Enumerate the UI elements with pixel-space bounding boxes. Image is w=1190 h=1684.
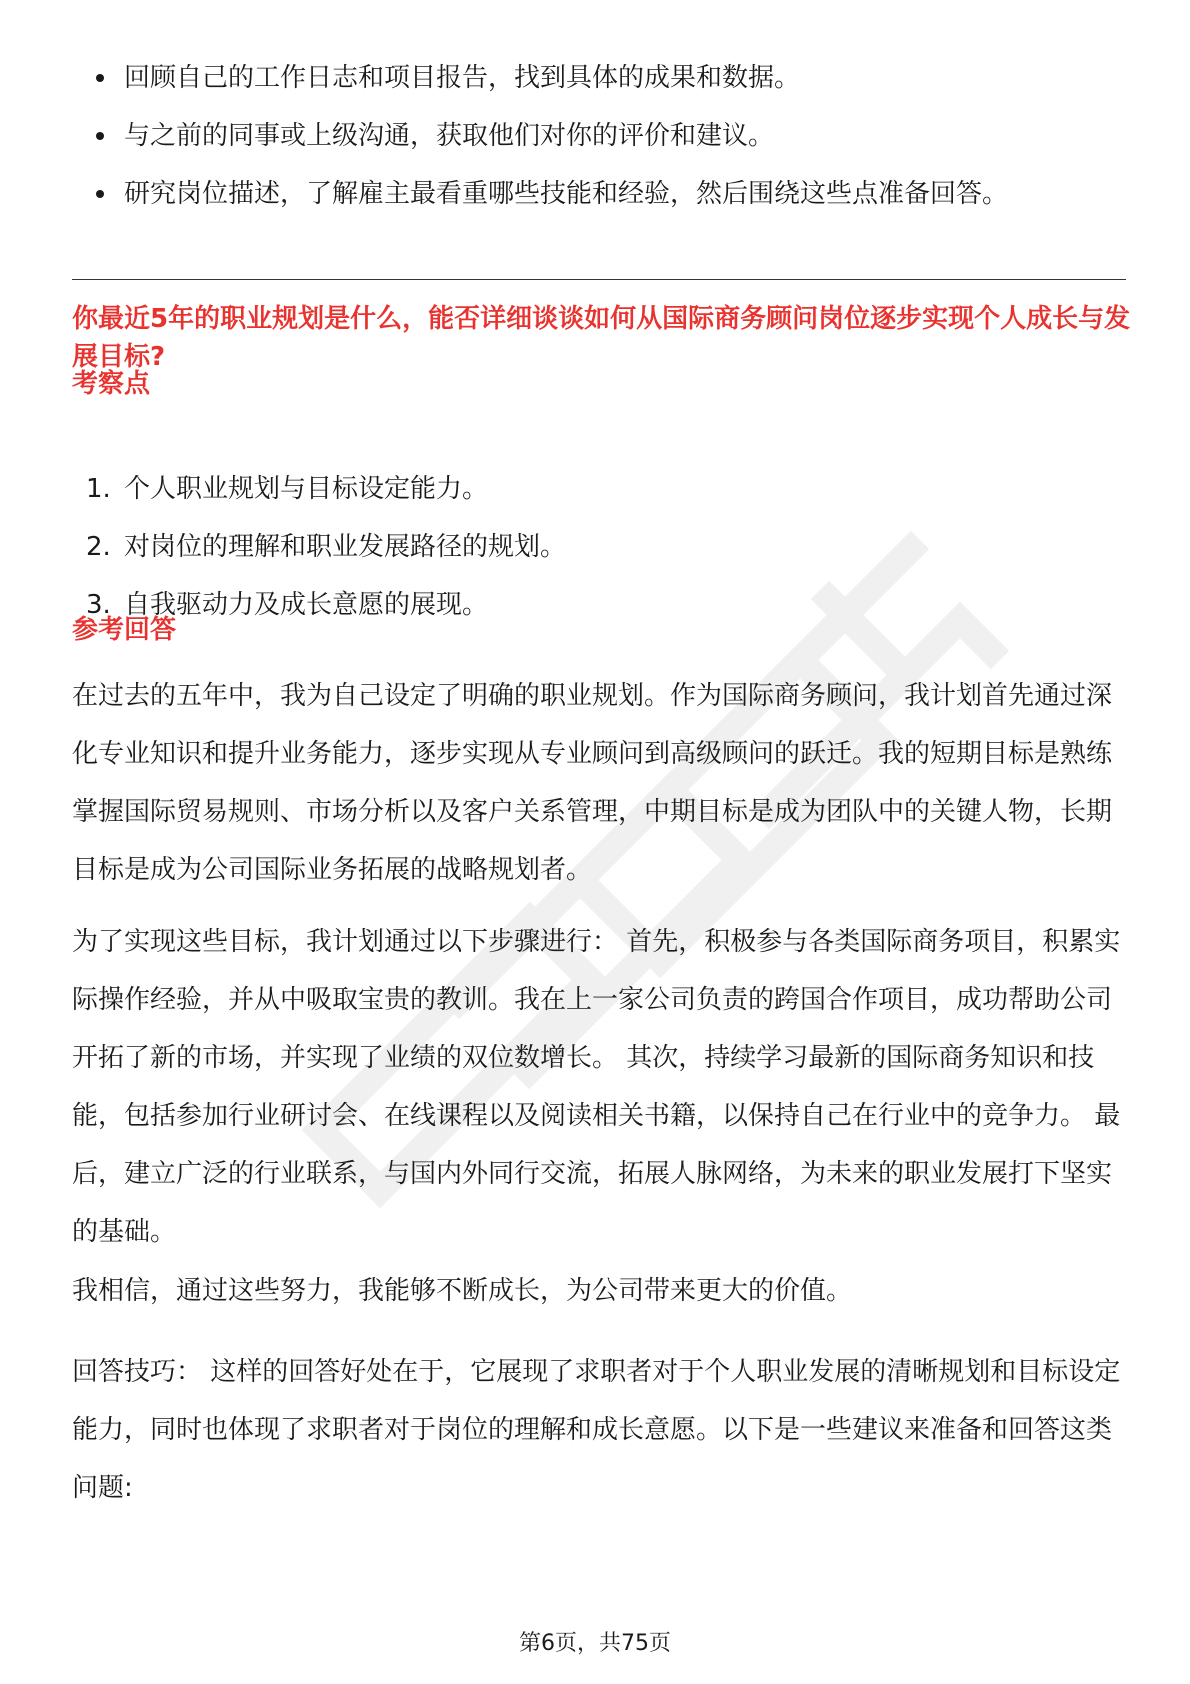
assessment-label: 考察点 bbox=[72, 369, 151, 399]
bullet-item bbox=[72, 118, 1132, 154]
item-text: 对岗位的理解和职业发展路径的规划。 bbox=[124, 532, 567, 562]
item-number: 3. bbox=[86, 590, 111, 620]
bullet-text: 研究岗位描述，了解雇主最看重哪些技能和经验，然后围绕这些点准备回答。 bbox=[124, 179, 1009, 209]
bullet-dot-icon bbox=[96, 190, 104, 198]
section-divider bbox=[72, 279, 1126, 280]
answer-paragraph: 为了实现这些目标，我计划通过以下步骤进行： 首先，积极参与各类国际商务项目，积累实际操作经验，并从中吸取宝贵的教训。我在上一家公司负责的跨国合作项目，成功帮助公司开拓了新的市场，并实现了业绩的双位数增长。 其次，持续学习最新的国际商务知识和技能，包括参加行业研讨会、在线课程以及阅读相关书籍，以保持自己在行业中的竞争力。 最后，建立广泛的行业联系，与国内外同行交流，拓展人脉网络，为未来的职业发展打下坚实的基础。 bbox=[72, 927, 1121, 1247]
question-heading: 你最近5年的职业规划是什么，能否详细谈谈如何从国际商务顾问岗位逐步实现个人成长与发展目标? bbox=[72, 304, 1131, 372]
page-number: 第6页，共75页 bbox=[519, 1631, 671, 1656]
assessment-item bbox=[72, 471, 1132, 507]
bullet-text: 回顾自己的工作日志和项目报告，找到具体的成果和数据。 bbox=[124, 63, 801, 93]
bullet-item bbox=[72, 176, 1132, 212]
tips-paragraph: 回答技巧： 这样的回答好处在于，它展现了求职者对于个人职业发展的清晰规划和目标设定能力，同时也体现了求职者对于岗位的理解和成长意愿。以下是一些建议来准备和回答这类问题: bbox=[72, 1357, 1121, 1503]
answer-paragraph: 我相信，通过这些努力，我能够不断成长，为公司带来更大的价值。 bbox=[72, 1276, 853, 1306]
item-text: 自我驱动力及成长意愿的展现。 bbox=[124, 590, 489, 620]
item-text: 个人职业规划与目标设定能力。 bbox=[124, 474, 489, 504]
item-number: 1. bbox=[86, 474, 111, 504]
answer-paragraph: 在过去的五年中，我为自己设定了明确的职业规划。作为国际商务顾问，我计划首先通过深化专业知识和提升业务能力，逐步实现从专业顾问到高级顾问的跃迁。我的短期目标是熟练掌握国际贸易规则、市场分析以及客户关系管理，中期目标是成为团队中的关键人物，长期目标是成为公司国际业务拓展的战略规划者。 bbox=[72, 681, 1113, 885]
bullet-dot-icon bbox=[96, 132, 104, 140]
item-number: 2. bbox=[86, 532, 111, 562]
answer-label: 参考回答 bbox=[72, 615, 177, 645]
assessment-item bbox=[72, 529, 1132, 565]
assessment-list bbox=[72, 471, 1132, 645]
advice-bullet-list bbox=[72, 60, 1132, 234]
bullet-text: 与之前的同事或上级沟通，获取他们对你的评价和建议。 bbox=[124, 121, 775, 151]
assessment-item bbox=[72, 587, 1132, 623]
bullet-item bbox=[72, 60, 1132, 96]
bullet-dot-icon bbox=[96, 74, 104, 82]
